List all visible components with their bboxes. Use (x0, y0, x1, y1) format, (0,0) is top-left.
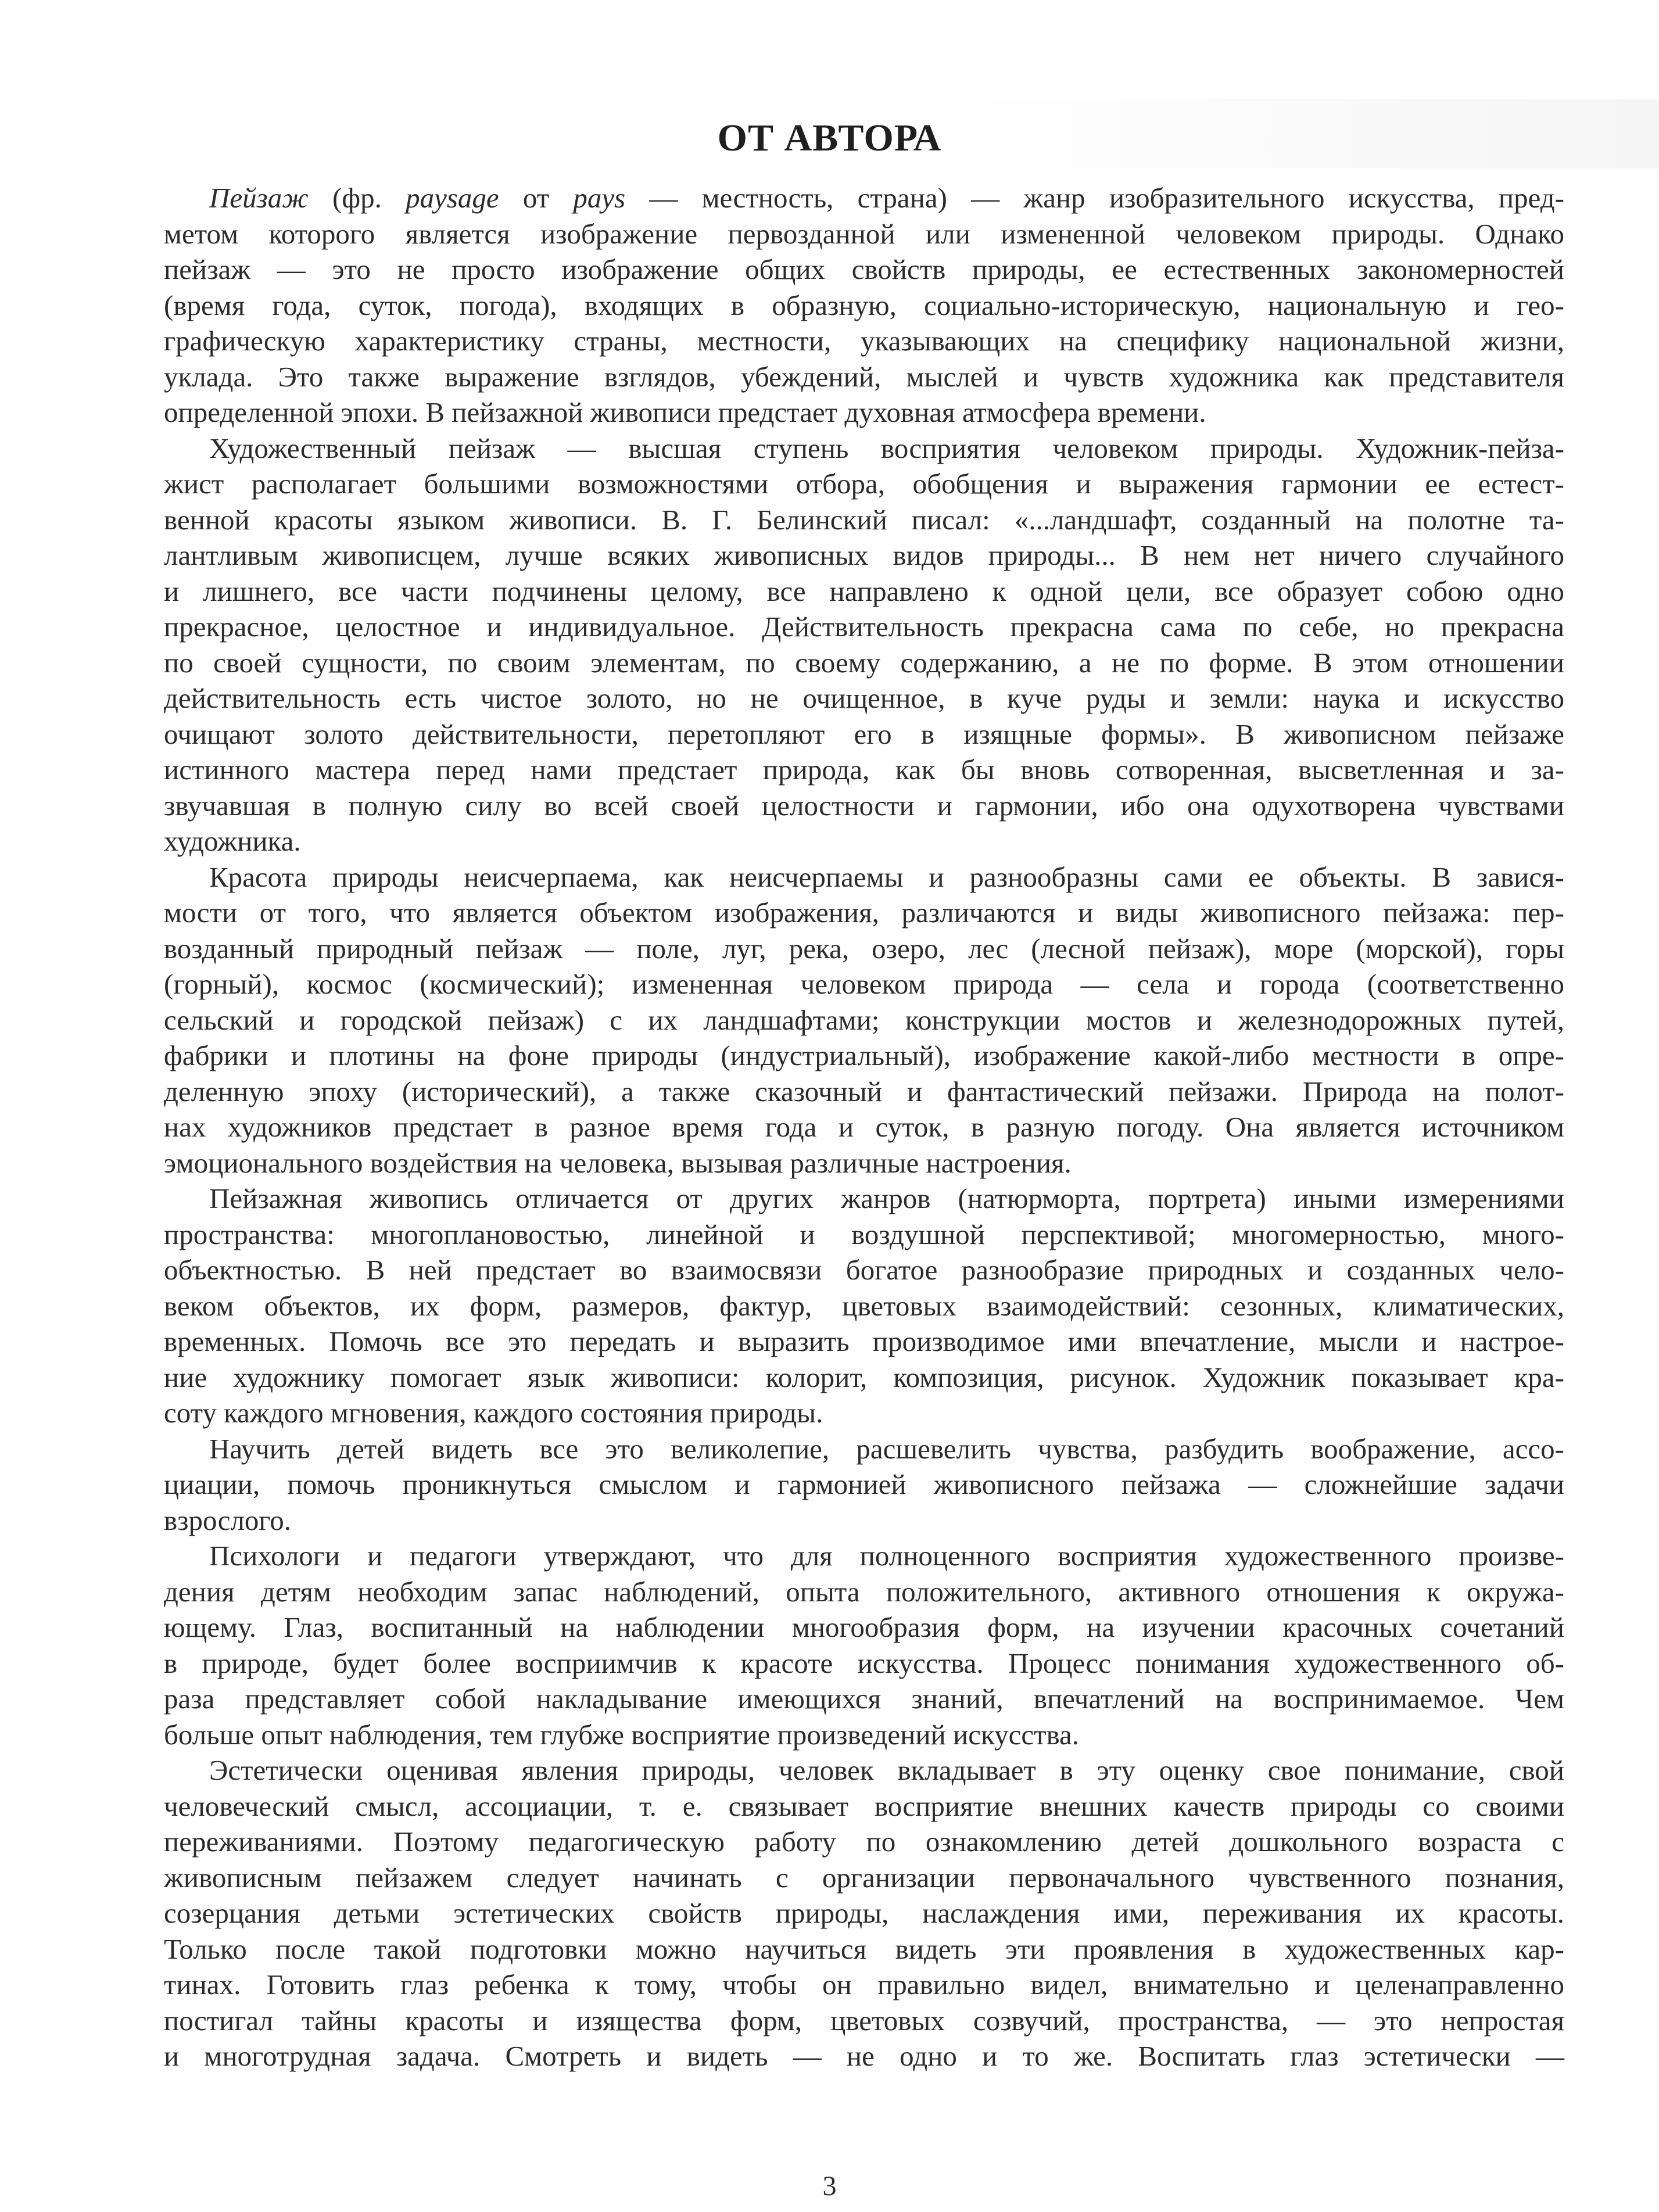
text-line (164, 931, 1564, 967)
text-run: Психологи и педагоги утверждают, что для полноценного восприятия художественного произве- (209, 1540, 1564, 1572)
paragraph (164, 1181, 1564, 1431)
text-line (164, 1217, 1564, 1253)
paragraph (164, 1752, 1564, 2074)
text-run: пространства: многоплановостью, линейной и воздушной перспективой; многомерностью, много- (164, 1218, 1564, 1250)
text-run: тинах. Готовить глаз ребенка к тому, чтобы он правильно видел, внимательно и целенаправленно (164, 1969, 1564, 2001)
text-line (164, 431, 1564, 467)
text-run: жист располагает большими возможностями отбора, обобщения и выражения гармонии ее естест- (164, 468, 1564, 500)
page-title: ОТ АВТОРА (717, 117, 942, 159)
text-run: в природе, будет более восприимчив к красоте искусства. Процесс понимания художественного об- (164, 1647, 1564, 1679)
text-line (164, 1681, 1564, 1717)
text-run: Художественный пейзаж — высшая ступень восприятия человеком природы. Художник-пейза- (209, 432, 1564, 464)
text-line (164, 788, 1564, 824)
italic-term: paysage (406, 182, 499, 214)
paragraph (164, 859, 1564, 1181)
text-run: истинного мастера перед нами предстает природа, как бы вновь сотворенная, высветленная и за- (164, 754, 1564, 786)
text-line (164, 1431, 1564, 1467)
text-run: мости от того, что является объектом изображения, различаются и виды живописного пейзажа: пер- (164, 897, 1564, 928)
text-run: Научить детей видеть все это великолепие, расшевелить чувства, разбудить воображение, ассо- (209, 1432, 1564, 1465)
text-line (164, 1824, 1564, 1860)
text-line (164, 752, 1564, 788)
text-line (164, 180, 1564, 216)
italic-term: Пейзаж (209, 182, 309, 214)
text-run: взрослого. (164, 1504, 292, 1536)
paragraph (164, 1431, 1564, 1539)
text-run: эмоционального воздействия на человека, вызывая различные настроения. (164, 1146, 1072, 1179)
text-run: переживаниями. Поэтому педагогическую работу по ознакомлению детей дошкольного возраста с (164, 1826, 1564, 1858)
text-run: живописным пейзажем следует начинать с организации первоначального чувственного познания, (164, 1861, 1564, 1894)
text-line (164, 1109, 1564, 1145)
text-run: сельский и городской пейзаж) с их ландшафтами; конструкции мостов и железнодорожных путей, (164, 1003, 1564, 1036)
text-line (164, 859, 1564, 895)
text-line (164, 716, 1564, 752)
text-line (164, 1788, 1564, 1824)
text-run: фабрики и плотины на фоне природы (индустриальный), изображение какой-либо местности в опре- (164, 1039, 1564, 1071)
text-run: деленную эпоху (исторический), а также сказочный и фантастический пейзажи. Природа на полот- (164, 1075, 1564, 1107)
text-run: уклада. Это также выражение взглядов, убеждений, мыслей и чувств художника как представителя (164, 360, 1564, 393)
text-line (164, 895, 1564, 931)
page-number: 3 (822, 2171, 837, 2202)
text-line (164, 1609, 1564, 1645)
text-run: и лишнего, все части подчинены целому, все направлено к одной цели, все образует собою одно (164, 575, 1564, 607)
text-line (164, 1538, 1564, 1574)
text-run: ющему. Глаз, воспитанный на наблюдении многообразия форм, на изучении красочных сочетаний (164, 1611, 1564, 1643)
text-run: (горный), космос (космический); измененная человеком природа — села и города (соответственно (164, 968, 1564, 1000)
text-run: графическую характеристику страны, местности, указывающих на специфику национальной жизни, (164, 325, 1564, 357)
text-run: больше опыт наблюдения, тем глубже восприятие произведений искусства. (164, 1718, 1080, 1751)
text-run: соту каждого мгновения, каждого состояния природы. (164, 1397, 823, 1429)
text-line (164, 323, 1564, 359)
text-line (164, 609, 1564, 645)
text-run: от (499, 182, 574, 214)
text-line (164, 1145, 1564, 1181)
text-line (164, 1181, 1564, 1217)
text-run: созерцания детьми эстетических свойств природы, наслаждения ими, переживания их красоты. (164, 1897, 1564, 1929)
text-run: определенной эпохи. В пейзажной живописи предстает духовная атмосфера времени. (164, 396, 1206, 428)
text-line (164, 288, 1564, 324)
text-line (164, 252, 1564, 288)
text-line (164, 1717, 1564, 1753)
text-line (164, 1252, 1564, 1288)
text-line (164, 537, 1564, 573)
text-run: венной красоты языком живописи. В. Г. Белинский писал: «...ландшафт, созданный на полотне та- (164, 503, 1564, 536)
text-run: человеческий смысл, ассоциации, т. е. связывает восприятие внешних качеств природы со своими (164, 1790, 1564, 1822)
text-line (164, 2038, 1564, 2074)
text-run: временных. Помочь все это передать и выразить производимое ими впечатление, мысли и настрое- (164, 1325, 1564, 1357)
italic-term: pays (573, 182, 626, 214)
text-line (164, 1038, 1564, 1074)
text-line (164, 1467, 1564, 1503)
text-run: действительность есть чистое золото, но не очищенное, в куче руды и земли: наука и искусство (164, 682, 1564, 714)
text-run: Пейзажная живопись отличается от других жанров (натюрморта, портрета) иными измерениями (209, 1182, 1564, 1214)
text-line (164, 823, 1564, 859)
text-run: очищают золото действительности, перетопляют его в изящные формы». В живописном пейзаже (164, 718, 1564, 750)
text-run: художника. (164, 825, 301, 857)
text-run: звучавшая в полную силу во всей своей целостности и гармонии, ибо она одухотворена чувствами (164, 789, 1564, 822)
text-run: Только после такой подготовки можно научиться видеть эти проявления в художественных кар- (164, 1933, 1564, 1965)
text-line (164, 1074, 1564, 1110)
text-line (164, 2003, 1564, 2039)
text-run: метом которого является изображение первозданной или измененной человеком природы. Однако (164, 217, 1564, 250)
paragraph (164, 431, 1564, 859)
text-run: ние художнику помогает язык живописи: колорит, композиция, рисунок. Художник показывает кра- (164, 1361, 1564, 1393)
text-run: лантливым живописцем, лучше всяких живописных видов природы... В нем нет ничего случайного (164, 539, 1564, 571)
text-line (164, 359, 1564, 395)
text-run: возданный природный пейзаж — поле, луг, река, озеро, лес (лесной пейзаж), море (морской), горы (164, 932, 1564, 965)
text-line (164, 395, 1564, 431)
text-run: Эстетически оценивая явления природы, человек вкладывает в эту оценку свое понимание, свой (209, 1754, 1564, 1786)
text-run: раза представляет собой накладывание имеющихся знаний, впечатлений на воспринимаемое. Чем (164, 1683, 1564, 1715)
text-line (164, 1967, 1564, 2003)
text-run: (фр. (308, 182, 406, 214)
text-run: — местность, страна) — жанр изобразительного искусства, пред- (625, 182, 1564, 214)
text-run: нах художников предстает в разное время года и суток, в разную погоду. Она является источником (164, 1111, 1564, 1143)
paragraph (164, 180, 1564, 431)
text-line (164, 1895, 1564, 1931)
text-run: объектностью. В ней предстает во взаимосвязи богатое разнообразие природных и созданных чело- (164, 1254, 1564, 1286)
text-run: прекрасное, целостное и индивидуальное. Действительность прекрасна сама по себе, но прекрасна (164, 611, 1564, 643)
text-line (164, 502, 1564, 538)
text-run: веком объектов, их форм, размеров, фактур, цветовых взаимодействий: сезонных, климатических, (164, 1289, 1564, 1322)
text-line (164, 1752, 1564, 1788)
text-line (164, 1360, 1564, 1396)
text-line (164, 966, 1564, 1002)
text-line (164, 1288, 1564, 1324)
text-line (164, 1503, 1564, 1539)
text-run: по своей сущности, по своим элементам, по своему содержанию, а не по форме. В этом отношении (164, 646, 1564, 679)
text-line (164, 1931, 1564, 1967)
text-line (164, 573, 1564, 610)
text-line (164, 680, 1564, 716)
text-line (164, 1574, 1564, 1610)
text-line (164, 645, 1564, 681)
text-run: Красота природы неисчерпаема, как неисчерпаемы и разнообразны сами ее объекты. В завися- (209, 861, 1564, 893)
text-run: пейзаж — это не просто изображение общих свойств природы, ее естественных закономерностей (164, 253, 1564, 285)
text-line (164, 466, 1564, 502)
text-run: дения детям необходим запас наблюдений, опыта положительного, активного отношения к окружа- (164, 1575, 1564, 1608)
text-line (164, 216, 1564, 252)
paragraph (164, 1538, 1564, 1752)
text-line (164, 1395, 1564, 1431)
text-line (164, 1002, 1564, 1038)
text-line (164, 1645, 1564, 1682)
text-run: (время года, суток, погода), входящих в образную, социально-историческую, национальную и гео- (164, 289, 1564, 321)
text-line (164, 1860, 1564, 1896)
article-body (164, 180, 1564, 2074)
text-line (164, 1324, 1564, 1360)
text-run: циации, помочь проникнуться смыслом и гармонией живописного пейзажа — сложнейшие задачи (164, 1468, 1564, 1500)
text-run: постигал тайны красоты и изящества форм, цветовых созвучий, пространства, — это непростая (164, 2004, 1564, 2037)
text-run: и многотрудная задача. Смотреть и видеть — не одно и то же. Воспитать глаз эстетически — (164, 2040, 1564, 2072)
